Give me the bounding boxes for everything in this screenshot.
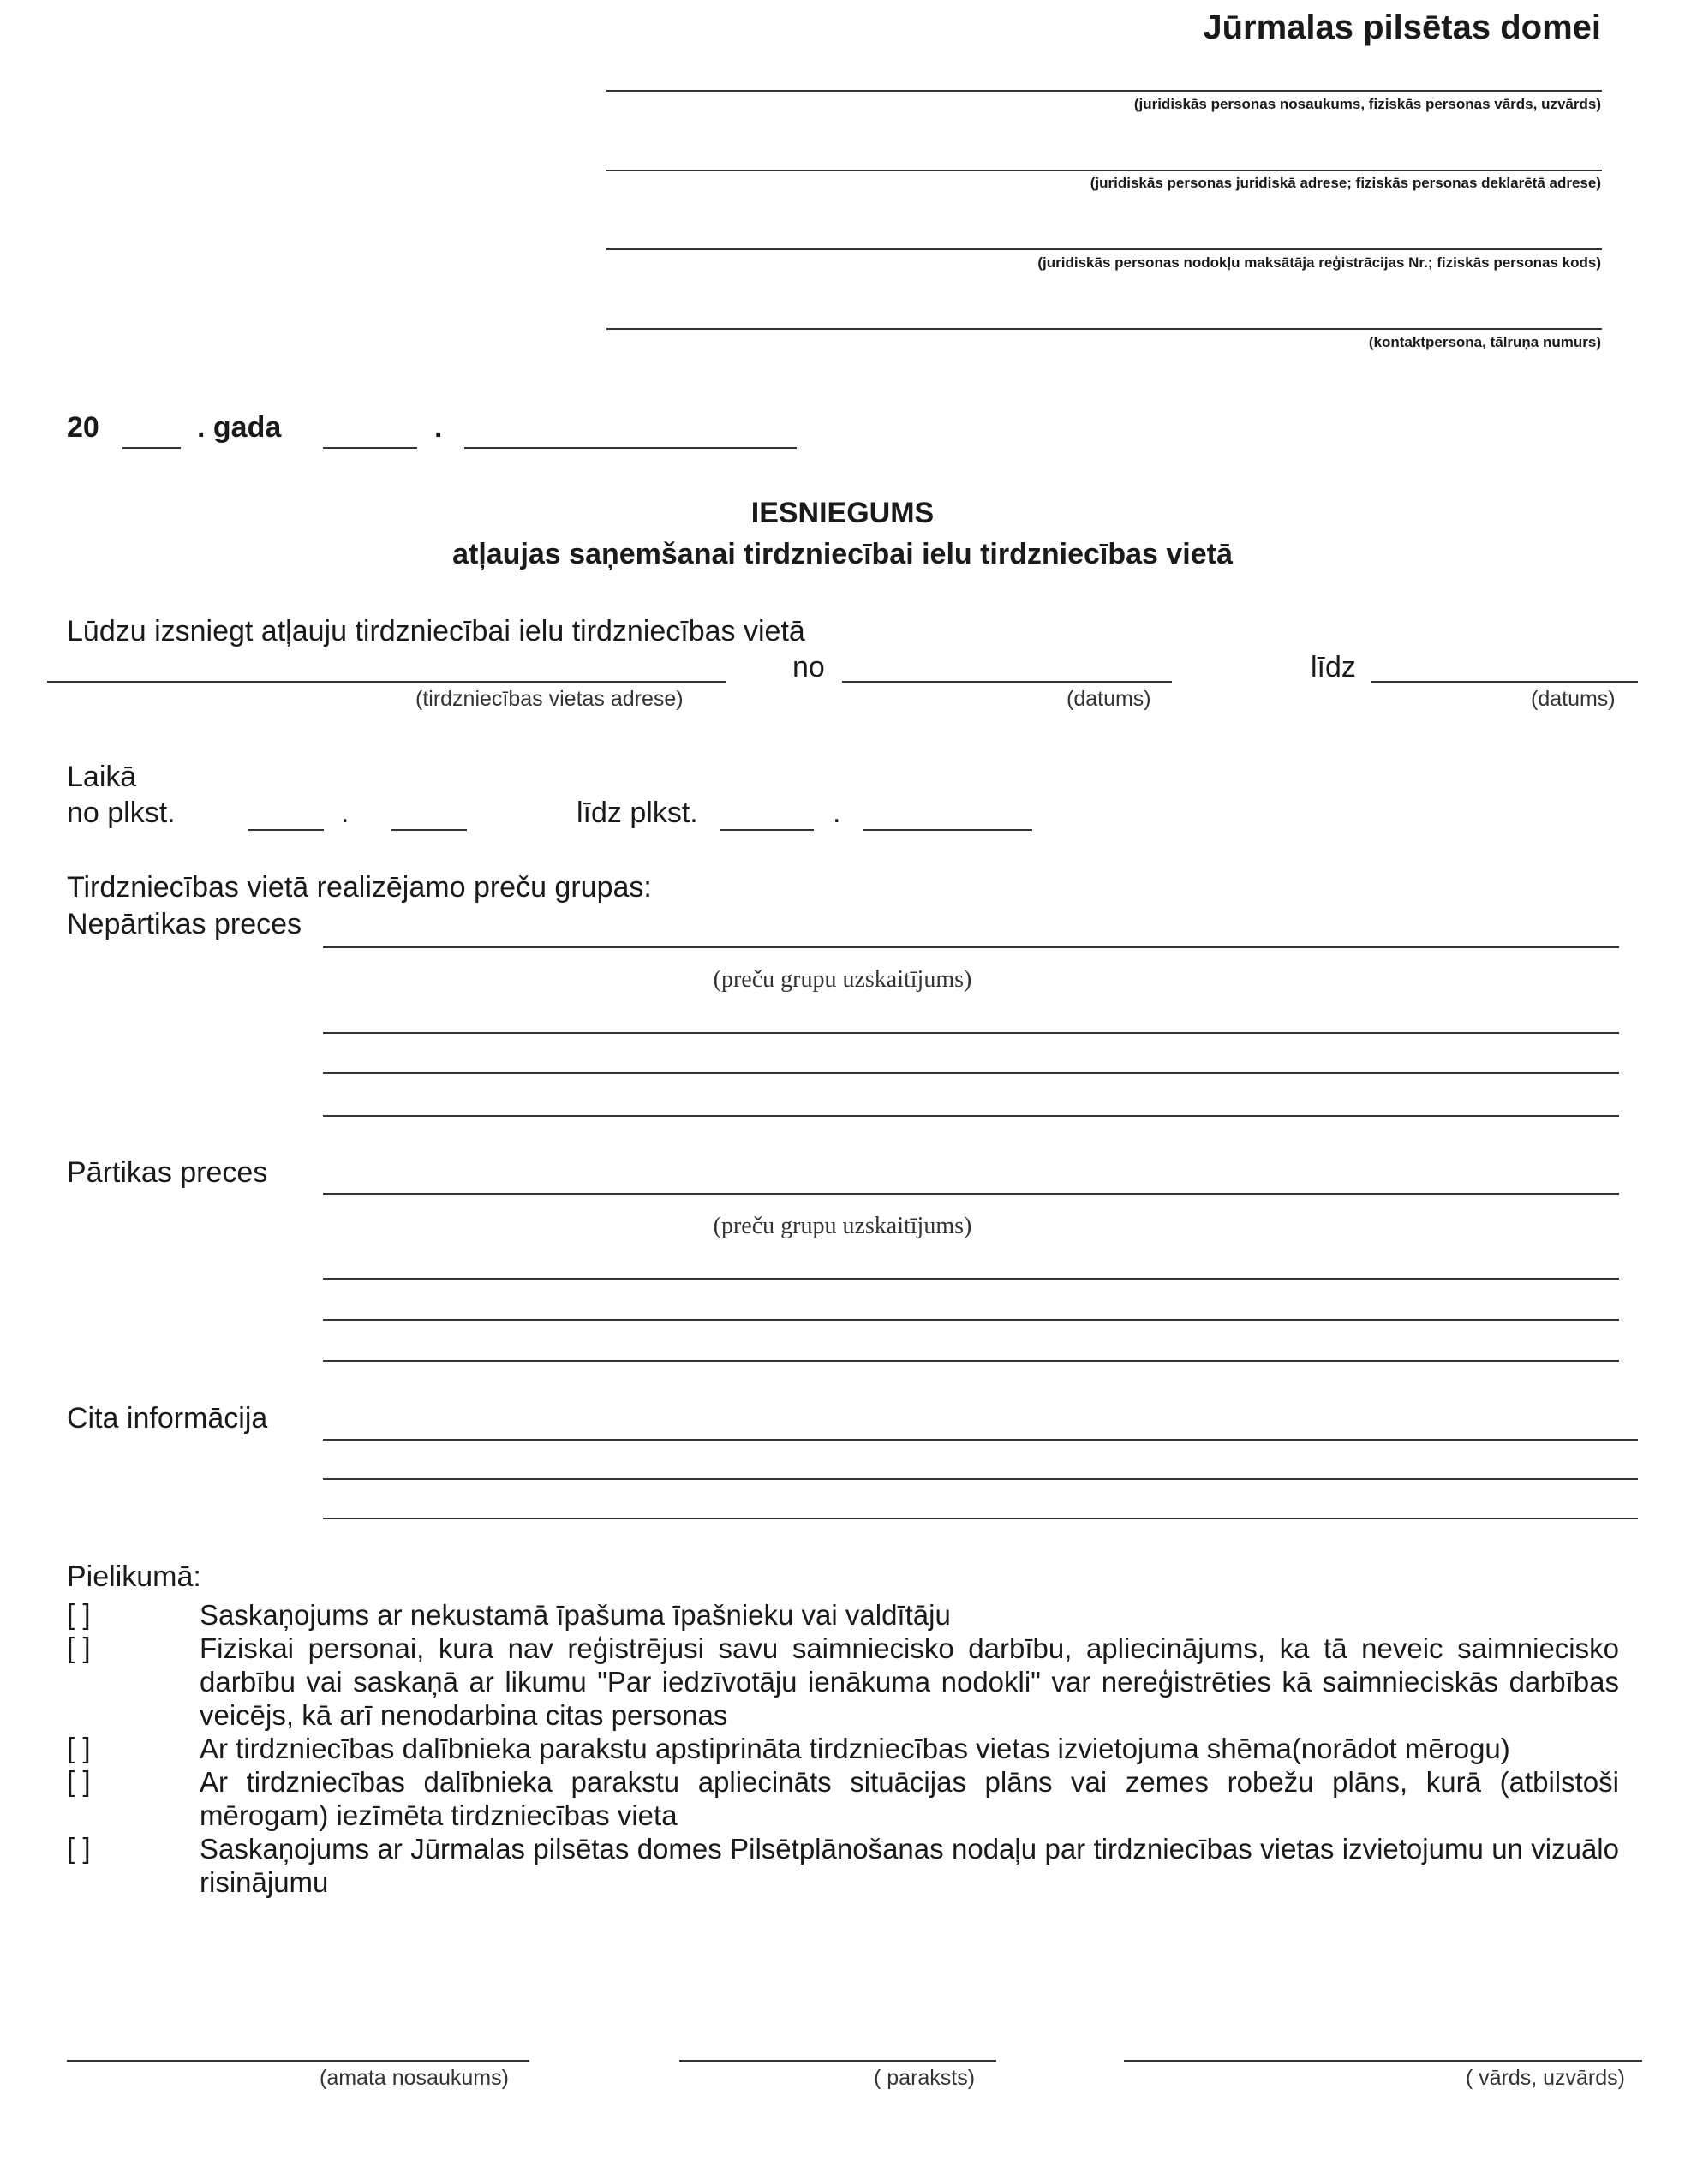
- time-from-minutes-field[interactable]: [391, 829, 467, 831]
- time-label: Laikā: [67, 761, 137, 793]
- applicant-name-caption: (juridiskās personas nosaukums, fiziskās personas vārds, uzvārds): [1133, 96, 1601, 112]
- time-from-hours-field[interactable]: [248, 829, 324, 831]
- date-year-field[interactable]: [122, 447, 181, 449]
- time-from-label: no plkst.: [67, 797, 176, 829]
- applicant-name-field[interactable]: [606, 90, 1602, 92]
- time-to-dot: .: [833, 797, 841, 829]
- other-info-line-3[interactable]: [323, 1518, 1638, 1519]
- non-food-line-3[interactable]: [323, 1072, 1619, 1074]
- non-food-line-4[interactable]: [323, 1115, 1619, 1117]
- time-to-hours-field[interactable]: [720, 829, 814, 831]
- non-food-line-1[interactable]: [323, 946, 1619, 948]
- signature-caption: ( paraksts): [874, 2066, 976, 2090]
- food-line-3[interactable]: [323, 1319, 1619, 1321]
- document-subtitle: atļaujas saņemšanai tirdzniecībai ielu tirdzniecības vietā: [452, 538, 1233, 570]
- to-label: līdz: [1311, 651, 1356, 683]
- food-line-2[interactable]: [323, 1278, 1619, 1280]
- non-food-line-2[interactable]: [323, 1032, 1619, 1034]
- addressee-title: Jūrmalas pilsētas domei: [1203, 9, 1601, 46]
- to-date-caption: (datums): [1531, 687, 1616, 711]
- date-dot: .: [434, 411, 443, 444]
- other-info-line-2[interactable]: [323, 1478, 1638, 1480]
- applicant-reg-caption: (juridiskās personas nodokļu maksātāja reģistrācijas Nr.; fiziskās personas kods): [1037, 254, 1601, 271]
- attachment-checkbox-1[interactable]: [ ]: [67, 1598, 91, 1630]
- attachment-checkbox-4[interactable]: [ ]: [67, 1765, 91, 1797]
- attachment-item-2: Fiziskai personai, kura nav reģistrējusi savu saimniecisko darbību, apliecinājums, ka tā neveic saimniecisko darbību vai saskaņā ar likumu "Par iedzīvotāju ienākuma nodokli" var nereģistrēties kā saimnieciskās darbības veicējs, kā arī nenodarbina citas personas: [200, 1632, 1619, 1731]
- request-text: Lūdzu izsniegt atļauju tirdzniecībai ielu tirdzniecības vietā: [67, 615, 805, 647]
- signature-field[interactable]: [679, 2060, 996, 2062]
- time-from-dot: .: [341, 797, 350, 829]
- food-line-4[interactable]: [323, 1360, 1619, 1362]
- attachment-item-4: Ar tirdzniecības dalībnieka parakstu apliecināts situācijas plāns vai zemes robežu plāns, kurā (atbilstoši mērogam) iezīmēta tirdzniecības vieta: [200, 1766, 1619, 1831]
- food-label: Pārtikas preces: [67, 1156, 268, 1189]
- from-date-field[interactable]: [842, 681, 1172, 683]
- date-day-field[interactable]: [323, 447, 417, 449]
- non-food-list-caption: (preču grupu uzskaitījums): [713, 966, 972, 993]
- trade-address-field[interactable]: [47, 681, 726, 683]
- date-year-prefix: 20: [67, 411, 99, 444]
- time-to-label: līdz plkst.: [577, 797, 698, 829]
- attachment-item-5: Saskaņojums ar Jūrmalas pilsētas domes Pilsētplānošanas nodaļu par tirdzniecības vietas izvietojumu un vizuālo risinājumu: [200, 1833, 1619, 1898]
- non-food-label: Nepārtikas preces: [67, 908, 302, 940]
- contact-caption: (kontaktpersona, tālruņa numurs): [1368, 334, 1601, 350]
- date-month-field[interactable]: [464, 447, 797, 449]
- attachments-heading: Pielikumā:: [67, 1560, 201, 1593]
- applicant-address-field[interactable]: [606, 170, 1602, 171]
- attachment-item-3: Ar tirdzniecības dalībnieka parakstu apstiprināta tirdzniecības vietas izvietojuma shēma(norādot mērogu): [200, 1733, 1510, 1764]
- food-list-caption: (preču grupu uzskaitījums): [713, 1213, 972, 1239]
- from-date-caption: (datums): [1067, 687, 1151, 711]
- position-field[interactable]: [67, 2060, 529, 2062]
- attachment-checkbox-3[interactable]: [ ]: [67, 1732, 91, 1763]
- document-title: IESNIEGUMS: [750, 497, 935, 529]
- attachment-checkbox-2[interactable]: [ ]: [67, 1632, 91, 1663]
- attachment-checkbox-5[interactable]: [ ]: [67, 1832, 91, 1864]
- other-info-label: Cita informācija: [67, 1402, 268, 1435]
- trade-address-caption: (tirdzniecības vietas adrese): [415, 687, 684, 711]
- food-line-1[interactable]: [323, 1193, 1619, 1195]
- contact-field[interactable]: [606, 328, 1602, 330]
- applicant-reg-field[interactable]: [606, 248, 1602, 250]
- name-field[interactable]: [1124, 2060, 1642, 2062]
- position-caption: (amata nosaukums): [320, 2066, 509, 2090]
- to-date-field[interactable]: [1371, 681, 1638, 683]
- applicant-address-caption: (juridiskās personas juridiskā adrese; fiziskās personas deklarētā adrese): [1090, 175, 1601, 191]
- other-info-line-1[interactable]: [323, 1439, 1638, 1441]
- from-label: no: [792, 651, 825, 683]
- attachment-item-1: Saskaņojums ar nekustamā īpašuma īpašnieku vai valdītāju: [200, 1599, 951, 1631]
- name-caption: ( vārds, uzvārds): [1465, 2066, 1625, 2090]
- goods-heading: Tirdzniecības vietā realizējamo preču grupas:: [67, 871, 652, 904]
- date-gada-label: . gada: [197, 411, 282, 444]
- time-to-minutes-field[interactable]: [863, 829, 1032, 831]
